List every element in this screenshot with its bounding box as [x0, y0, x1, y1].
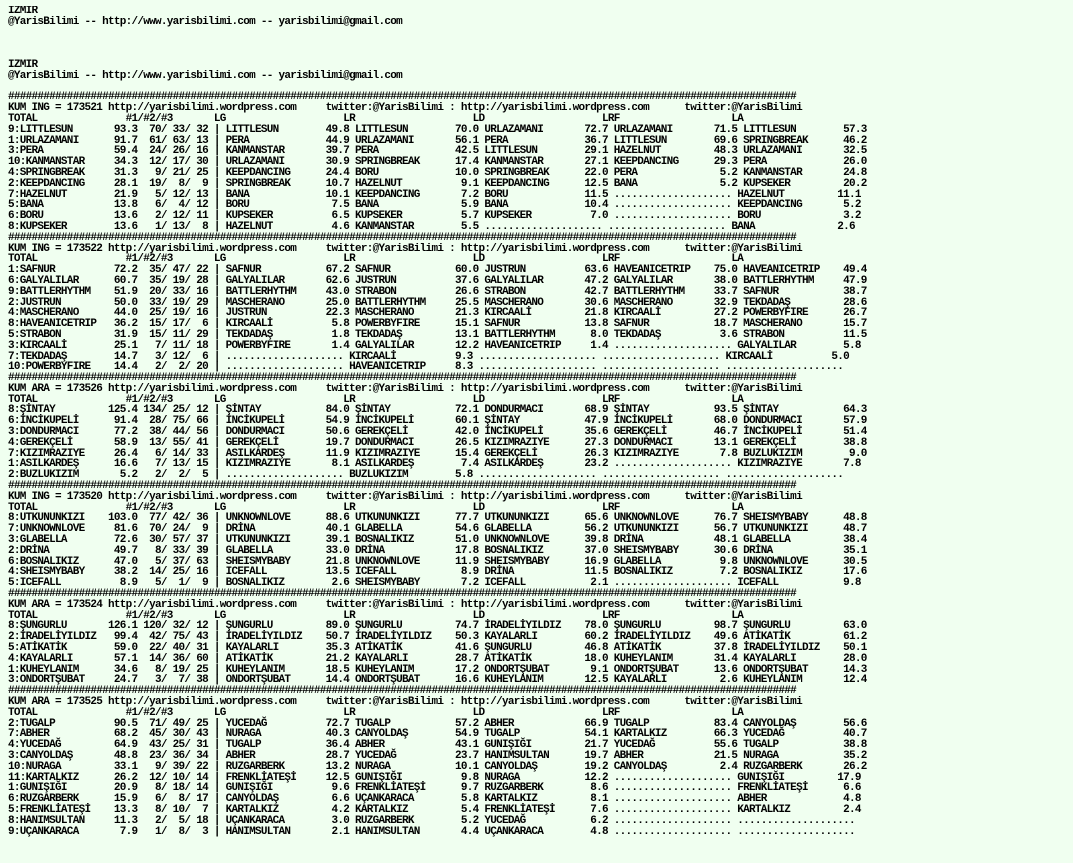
column-header-line: TOTAL #1/#2/#3 LG LR LD LRF LA: [8, 706, 744, 719]
runner-row: 2:KEEPDANCING 28.1 19/ 8/ 9 | SPRINGBREAK 10.7 HAZELNUT 9.1 KEEPDANCING 12.5 BANA 5.2 KUPSEKER 20.2: [8, 177, 867, 190]
runner-row: 9:BATTLERHYTHM 51.9 20/ 33/ 16 | BATTLERHYTHM 43.0 STRABON 26.6 STRABON 42.7 BATTLERHYTHM 33.7 SAFNUR 38.7: [8, 285, 867, 298]
runner-row: 3:PERA 59.4 24/ 26/ 16 | KANMANSTAR 39.7 PERA 42.5 LITTLESUN 29.1 HAZELNUT 48.3 URLAZAMANI 32.5: [8, 145, 867, 158]
runner-row: 10:POWERBYFIRE 14.4 2/ 2/ 20 | .................... HAVEANICETRIP 8.3 .................... .................... ....................: [8, 361, 844, 374]
runner-row: 1:ASILKARDEŞ 16.6 7/ 13/ 15 | KIZIMRAZIYE 8.1 ASILKARDEŞ 7.4 ASILKARDEŞ 23.2 .................... KIZIMRAZIYE 7.8: [8, 458, 861, 471]
header-contact: @YarisBilimi -- http://www.yarisbilimi.com -- yarisbilimi@gmail.com: [8, 69, 403, 82]
runner-row: 1:KUHEYLANIM 34.6 8/ 19/ 25 | KUHEYLANIM 18.5 KUHEYLANIM 17.2 ONDORTŞUBAT 9.1 ONDORTŞUBAT 13.6 ONDORTŞUBAT 14.3: [8, 663, 867, 676]
race-block: [8, 480, 867, 589]
runner-row: 10:KANMANSTAR 34.3 12/ 17/ 30 | URLAZAMANI 30.9 SPRINGBREAK 17.4 KANMANSTAR 27.1 KEEPDANCING 29.3 PERA 26.0: [8, 156, 867, 169]
header-city: IZMIR: [8, 58, 38, 71]
separator-line: ######################################################################################################################################: [8, 588, 797, 601]
runner-row: 2:TUGALP 90.5 71/ 49/ 25 | YUCEDAĞ 72.7 TUGALP 57.2 ABHER 66.9 TUGALP 83.4 CANYOLDAŞ 56.6: [8, 717, 867, 730]
races-listing: [8, 91, 867, 837]
runner-row: 5:FRENKLİATEŞİ 13.3 8/ 10/ 7 | KARTALKIZ 4.2 KARTALKIZ 5.4 FRENKLİATEŞİ 7.6 .................... KARTALKIZ 2.4: [8, 803, 861, 816]
runner-row: 6:BORU 13.6 2/ 12/ 11 | KUPSEKER 6.5 KUPSEKER 5.7 KUPSEKER 7.0 .................... BORU 3.2: [8, 210, 861, 223]
race-block: [8, 372, 867, 481]
separator-line: ######################################################################################################################################: [8, 91, 797, 104]
runner-row: 5:ATİKATİK 59.0 22/ 40/ 31 | KAYALARLI 35.3 ATİKATİK 41.6 ŞUNGURLU 46.8 ATİKATİK 37.8 İRADELİYILDIZ 50.1: [8, 642, 867, 655]
runner-row: 7:ABHER 68.2 45/ 30/ 43 | NURAGA 40.3 CANYOLDAŞ 54.9 TUGALP 54.1 KARTALKIZ 66.3 YUCEDAĞ 40.7: [8, 728, 867, 741]
runner-row: 7:KIZIMRAZIYE 26.4 6/ 14/ 33 | ASILKARDEŞ 11.9 KIZIMRAZIYE 15.4 GEREKÇELİ 26.3 KIZIMRAZIYE 7.8 BUZLUKIZIM 9.0: [8, 447, 867, 460]
runner-row: 4:GEREKÇELİ 58.9 13/ 55/ 41 | GEREKÇELİ 19.7 DONDURMACI 26.5 KIZIMRAZIYE 27.3 DONDURMACI 13.1 GEREKÇELİ 38.8: [8, 436, 867, 449]
runner-row: 4:MASCHERANO 44.0 25/ 19/ 16 | JUSTRUN 22.3 MASCHERANO 21.3 KIRCAALİ 21.8 KIRCAALİ 27.2 POWERBYFIRE 26.7: [8, 307, 867, 320]
runner-row: 6:BOSNALIKIZ 47.0 5/ 37/ 63 | SHEISMYBABY 21.8 UNKNOWNLOVE 11.9 SHEISMYBABY 16.9 GLABELLA 9.8 UNKNOWNLOVE 30.5: [8, 555, 867, 568]
runner-row: 4:SPRINGBREAK 31.3 9/ 21/ 25 | KEEPDANCING 24.4 BORU 10.0 SPRINGBREAK 22.0 PERA 5.2 KANMANSTAR 24.8: [8, 166, 867, 179]
header-contact: @YarisBilimi -- http://www.yarisbilimi.com -- yarisbilimi@gmail.com: [8, 15, 403, 28]
runner-row: 8:ŞUNGURLU 126.1 120/ 32/ 12 | ŞUNGURLU 89.0 ŞUNGURLU 74.7 İRADELİYILDIZ 78.0 ŞUNGURLU 98.7 ŞUNGURLU 63.0: [8, 620, 867, 633]
separator-line: ######################################################################################################################################: [8, 231, 797, 244]
race-header-line: KUM ARA = 173526 http://yarisbilimi.wordpress.com twitter:@YarisBilimi : http://yarisbilimi.wordpress.com twitter:@YarisBilimi: [8, 382, 802, 395]
document-text: [8, 6, 1070, 837]
column-header-line: TOTAL #1/#2/#3 LG LR LD LRF LA: [8, 609, 744, 622]
runner-row: 8:HANIMSULTAN 11.3 2/ 5/ 18 | UÇANKARACA 3.0 RUZGARBERK 5.2 YUCEDAĞ 6.2 .................... ....................: [8, 814, 855, 827]
runner-row: 9:UÇANKARACA 7.9 1/ 8/ 3 | HANIMSULTAN 2.1 HANIMSULTAN 4.4 UÇANKARACA 4.8 .................... ....................: [8, 825, 855, 838]
race-block: [8, 91, 867, 233]
runner-row: 5:BANA 13.8 6/ 4/ 12 | BORU 7.5 BANA 5.9 BANA 10.4 .................... KEEPDANCING 5.2: [8, 199, 861, 212]
race-block: [8, 588, 867, 686]
runner-row: 7:UNKNOWNLOVE 81.6 70/ 24/ 9 | DRİNA 40.1 GLABELLA 54.6 GLABELLA 56.2 UTKUNUNKIZI 56.7 UTKUNUNKIZI 48.7: [8, 523, 867, 536]
runner-row: 7:HAZELNUT 21.9 5/ 12/ 13 | BANA 10.1 KEEPDANCING 7.2 BORU 11.5 .................... HAZELNUT 11.1: [8, 188, 861, 201]
runner-row: 4:YUCEDAĞ 64.9 43/ 25/ 31 | TUGALP 36.4 ABHER 43.1 GUNIŞIĞI 21.7 YUCEDAĞ 55.6 TUGALP 38.8: [8, 739, 867, 752]
separator-line: ######################################################################################################################################: [8, 372, 797, 385]
runner-row: 3:ONDORTŞUBAT 24.7 3/ 7/ 38 | ONDORTŞUBAT 14.4 ONDORTŞUBAT 16.6 KUHEYLANIM 12.5 KAYALARLI 2.6 KUHEYLANIM 12.4: [8, 674, 867, 687]
race-header-line: KUM ARA = 173525 http://yarisbilimi.wordpress.com twitter:@YarisBilimi : http://yarisbilimi.wordpress.com twitter:@YarisBilimi: [8, 696, 802, 708]
race-header-line: KUM ARA = 173524 http://yarisbilimi.wordpress.com twitter:@YarisBilimi : http://yarisbilimi.wordpress.com twitter:@YarisBilimi: [8, 598, 802, 611]
runner-row: 6:GALYALILAR 60.7 35/ 19/ 28 | GALYALILAR 62.6 JUSTRUN 37.6 GALYALILAR 47.2 GALYALILAR 38.0 BATTLERHYTHM 47.9: [8, 274, 867, 287]
runner-row: 6:İNCİKUPELİ 91.4 28/ 75/ 66 | İNCİKUPELİ 54.9 İNCİKUPELİ 60.1 ŞİNTAY 47.9 İNCİKUPELİ 68.0 DONDURMACI 57.9: [8, 415, 867, 428]
runner-row: 1:URLAZAMANI 91.7 61/ 63/ 13 | PERA 44.9 URLAZAMANI 56.1 PERA 36.7 LITTLESUN 69.6 SPRINGBREAK 46.2: [8, 134, 867, 147]
separator-line: ######################################################################################################################################: [8, 480, 797, 493]
race-header-line: KUM ING = 173521 http://yarisbilimi.wordpress.com twitter:@YarisBilimi : http://yarisbilimi.wordpress.com twitter:@YarisBilimi: [8, 102, 802, 115]
runner-row: 3:CANYOLDAŞ 48.8 23/ 36/ 34 | ABHER 28.7 YUCEDAĞ 23.7 HANIMSULTAN 19.7 ABHER 21.5 NURAGA 35.2: [8, 749, 867, 762]
document-page: [8, 6, 1070, 861]
runner-row: 2:İRADELİYILDIZ 99.4 42/ 75/ 43 | İRADELİYILDIZ 50.7 İRADELİYILDIZ 50.3 KAYALARLI 60.2 İRADELİYILDIZ 49.6 ATİKATİK 61.2: [8, 631, 867, 644]
runner-row: 9:LITTLESUN 93.3 70/ 33/ 32 | LITTLESUN 49.8 LITTLESUN 70.0 URLAZAMANI 72.7 URLAZAMANI 71.5 LITTLESUN 57.3: [8, 123, 867, 136]
runner-row: 8:UTKUNUNKIZI 103.0 77/ 42/ 36 | UNKNOWNLOVE 88.6 UTKUNUNKIZI 77.7 UTKUNUNKIZI 65.6 UNKNOWNLOVE 76.7 SHEISMYBABY 48.8: [8, 512, 867, 525]
column-header-line: TOTAL #1/#2/#3 LG LR LD LRF LA: [8, 253, 744, 266]
runner-row: 8:KUPSEKER 13.6 1/ 13/ 8 | HAZELNUT 4.6 KANMANSTAR 5.5 .................... .................... BANA 2.6: [8, 220, 855, 233]
race-block: [8, 232, 867, 374]
runner-row: 10:NURAGA 33.1 9/ 39/ 22 | RUZGARBERK 13.2 NURAGA 10.1 CANYOLDAŞ 19.2 CANYOLDAŞ 2.4 RUZGARBERK 26.2: [8, 760, 867, 773]
runner-row: 11:KARTALKIZ 26.2 12/ 10/ 14 | FRENKLİATEŞİ 12.5 GUNIŞIĞI 9.8 NURAGA 12.2 .................... GUNIŞIĞI 17.9: [8, 771, 861, 784]
runner-row: 3:GLABELLA 72.6 30/ 57/ 37 | UTKUNUNKIZI 39.1 BOSNALIKIZ 51.0 UNKNOWNLOVE 39.8 DRİNA 48.1 GLABELLA 38.4: [8, 534, 867, 547]
runner-row: 8:HAVEANICETRIP 36.2 15/ 17/ 6 | KIRCAALİ 5.8 POWERBYFIRE 15.1 SAFNUR 13.8 SAFNUR 18.7 MASCHERANO 15.7: [8, 318, 867, 331]
runner-row: 7:TEKDADAŞ 14.7 3/ 12/ 6 | .................... KIRCAALİ 9.3 .................... .................... KIRCAALİ 5.0: [8, 350, 849, 363]
runner-row: 4:KAYALARLI 57.1 14/ 36/ 60 | ATİKATİK 21.2 KAYALARLI 28.7 ATİKATİK 18.0 KUHEYLANIM 31.4 KAYALARLI 28.0: [8, 652, 867, 665]
runner-row: 2:BUZLUKIZIM 5.2 2/ 2/ 5 | .................... BUZLUKIZIM 5.8 .................... .................... ....................: [8, 469, 844, 482]
race-header-line: KUM ING = 173522 http://yarisbilimi.wordpress.com twitter:@YarisBilimi : http://yarisbilimi.wordpress.com twitter:@YarisBilimi: [8, 242, 802, 255]
runner-row: 2:DRİNA 49.7 8/ 33/ 39 | GLABELLA 33.0 DRİNA 17.8 BOSNALIKIZ 37.0 SHEISMYBABY 30.6 DRİNA 35.1: [8, 544, 867, 557]
race-block: [8, 685, 867, 837]
separator-line: ######################################################################################################################################: [8, 685, 797, 698]
runner-row: 2:JUSTRUN 50.0 33/ 19/ 29 | MASCHERANO 25.0 BATTLERHYTHM 25.5 MASCHERANO 30.6 MASCHERANO 32.9 TEKDADAŞ 28.6: [8, 296, 867, 309]
runner-row: 1:SAFNUR 72.2 35/ 47/ 22 | SAFNUR 67.2 SAFNUR 60.0 JUSTRUN 63.6 HAVEANICETRIP 75.0 HAVEANICETRIP 49.4: [8, 264, 867, 277]
runner-row: 1:GUNIŞIĞI 20.9 8/ 18/ 14 | GUNIŞIĞI 9.6 FRENKLİATEŞİ 9.7 RUZGARBERK 8.6 .................... FRENKLİATEŞİ 6.6: [8, 782, 861, 795]
runner-row: 5:ICEFALL 8.9 5/ 1/ 9 | BOSNALIKIZ 2.6 SHEISMYBABY 7.2 ICEFALL 2.1 .................... ICEFALL 9.8: [8, 577, 861, 590]
runner-row: 3:DONDURMACI 77.2 38/ 44/ 56 | DONDURMACI 50.6 GEREKÇELİ 42.0 İNCİKUPELİ 35.6 GEREKÇELİ 46.7 İNCİKUPELİ 51.4: [8, 426, 867, 439]
runner-row: 3:KIRCAALİ 25.1 7/ 11/ 18 | POWERBYFIRE 1.4 GALYALILAR 12.2 HAVEANICETRIP 1.4 .................... GALYALILAR 5.8: [8, 339, 861, 352]
column-header-line: TOTAL #1/#2/#3 LG LR LD LRF LA: [8, 112, 744, 125]
race-header-line: KUM ING = 173520 http://yarisbilimi.wordpress.com twitter:@YarisBilimi : http://yarisbilimi.wordpress.com twitter:@YarisBilimi: [8, 490, 802, 503]
runner-row: 6:RUZGARBERK 15.9 6/ 8/ 17 | CANYOLDAŞ 6.6 UÇANKARACA 5.8 KARTALKIZ 8.1 .................... ABHER 4.8: [8, 793, 861, 806]
runner-row: 5:STRABON 31.9 15/ 11/ 29 | TEKDADAŞ 1.8 TEKDADAŞ 13.1 BATTLERHYTHM 8.0 TEKDADAŞ 3.6 STRABON 11.5: [8, 328, 867, 341]
runner-row: 8:ŞİNTAY 125.4 134/ 25/ 12 | ŞİNTAY 84.0 ŞİNTAY 72.1 DONDURMACI 68.9 ŞİNTAY 93.5 ŞİNTAY 64.3: [8, 404, 867, 417]
column-header-line: TOTAL #1/#2/#3 LG LR LD LRF LA: [8, 501, 744, 514]
runner-row: 4:SHEISMYBABY 38.2 14/ 25/ 16 | ICEFALL 13.5 ICEFALL 8.9 DRİNA 11.5 BOSNALIKIZ 7.2 BOSNALIKIZ 17.6: [8, 566, 867, 579]
header-city: IZMIR: [8, 6, 38, 17]
column-header-line: TOTAL #1/#2/#3 LG LR LD LRF LA: [8, 393, 744, 406]
